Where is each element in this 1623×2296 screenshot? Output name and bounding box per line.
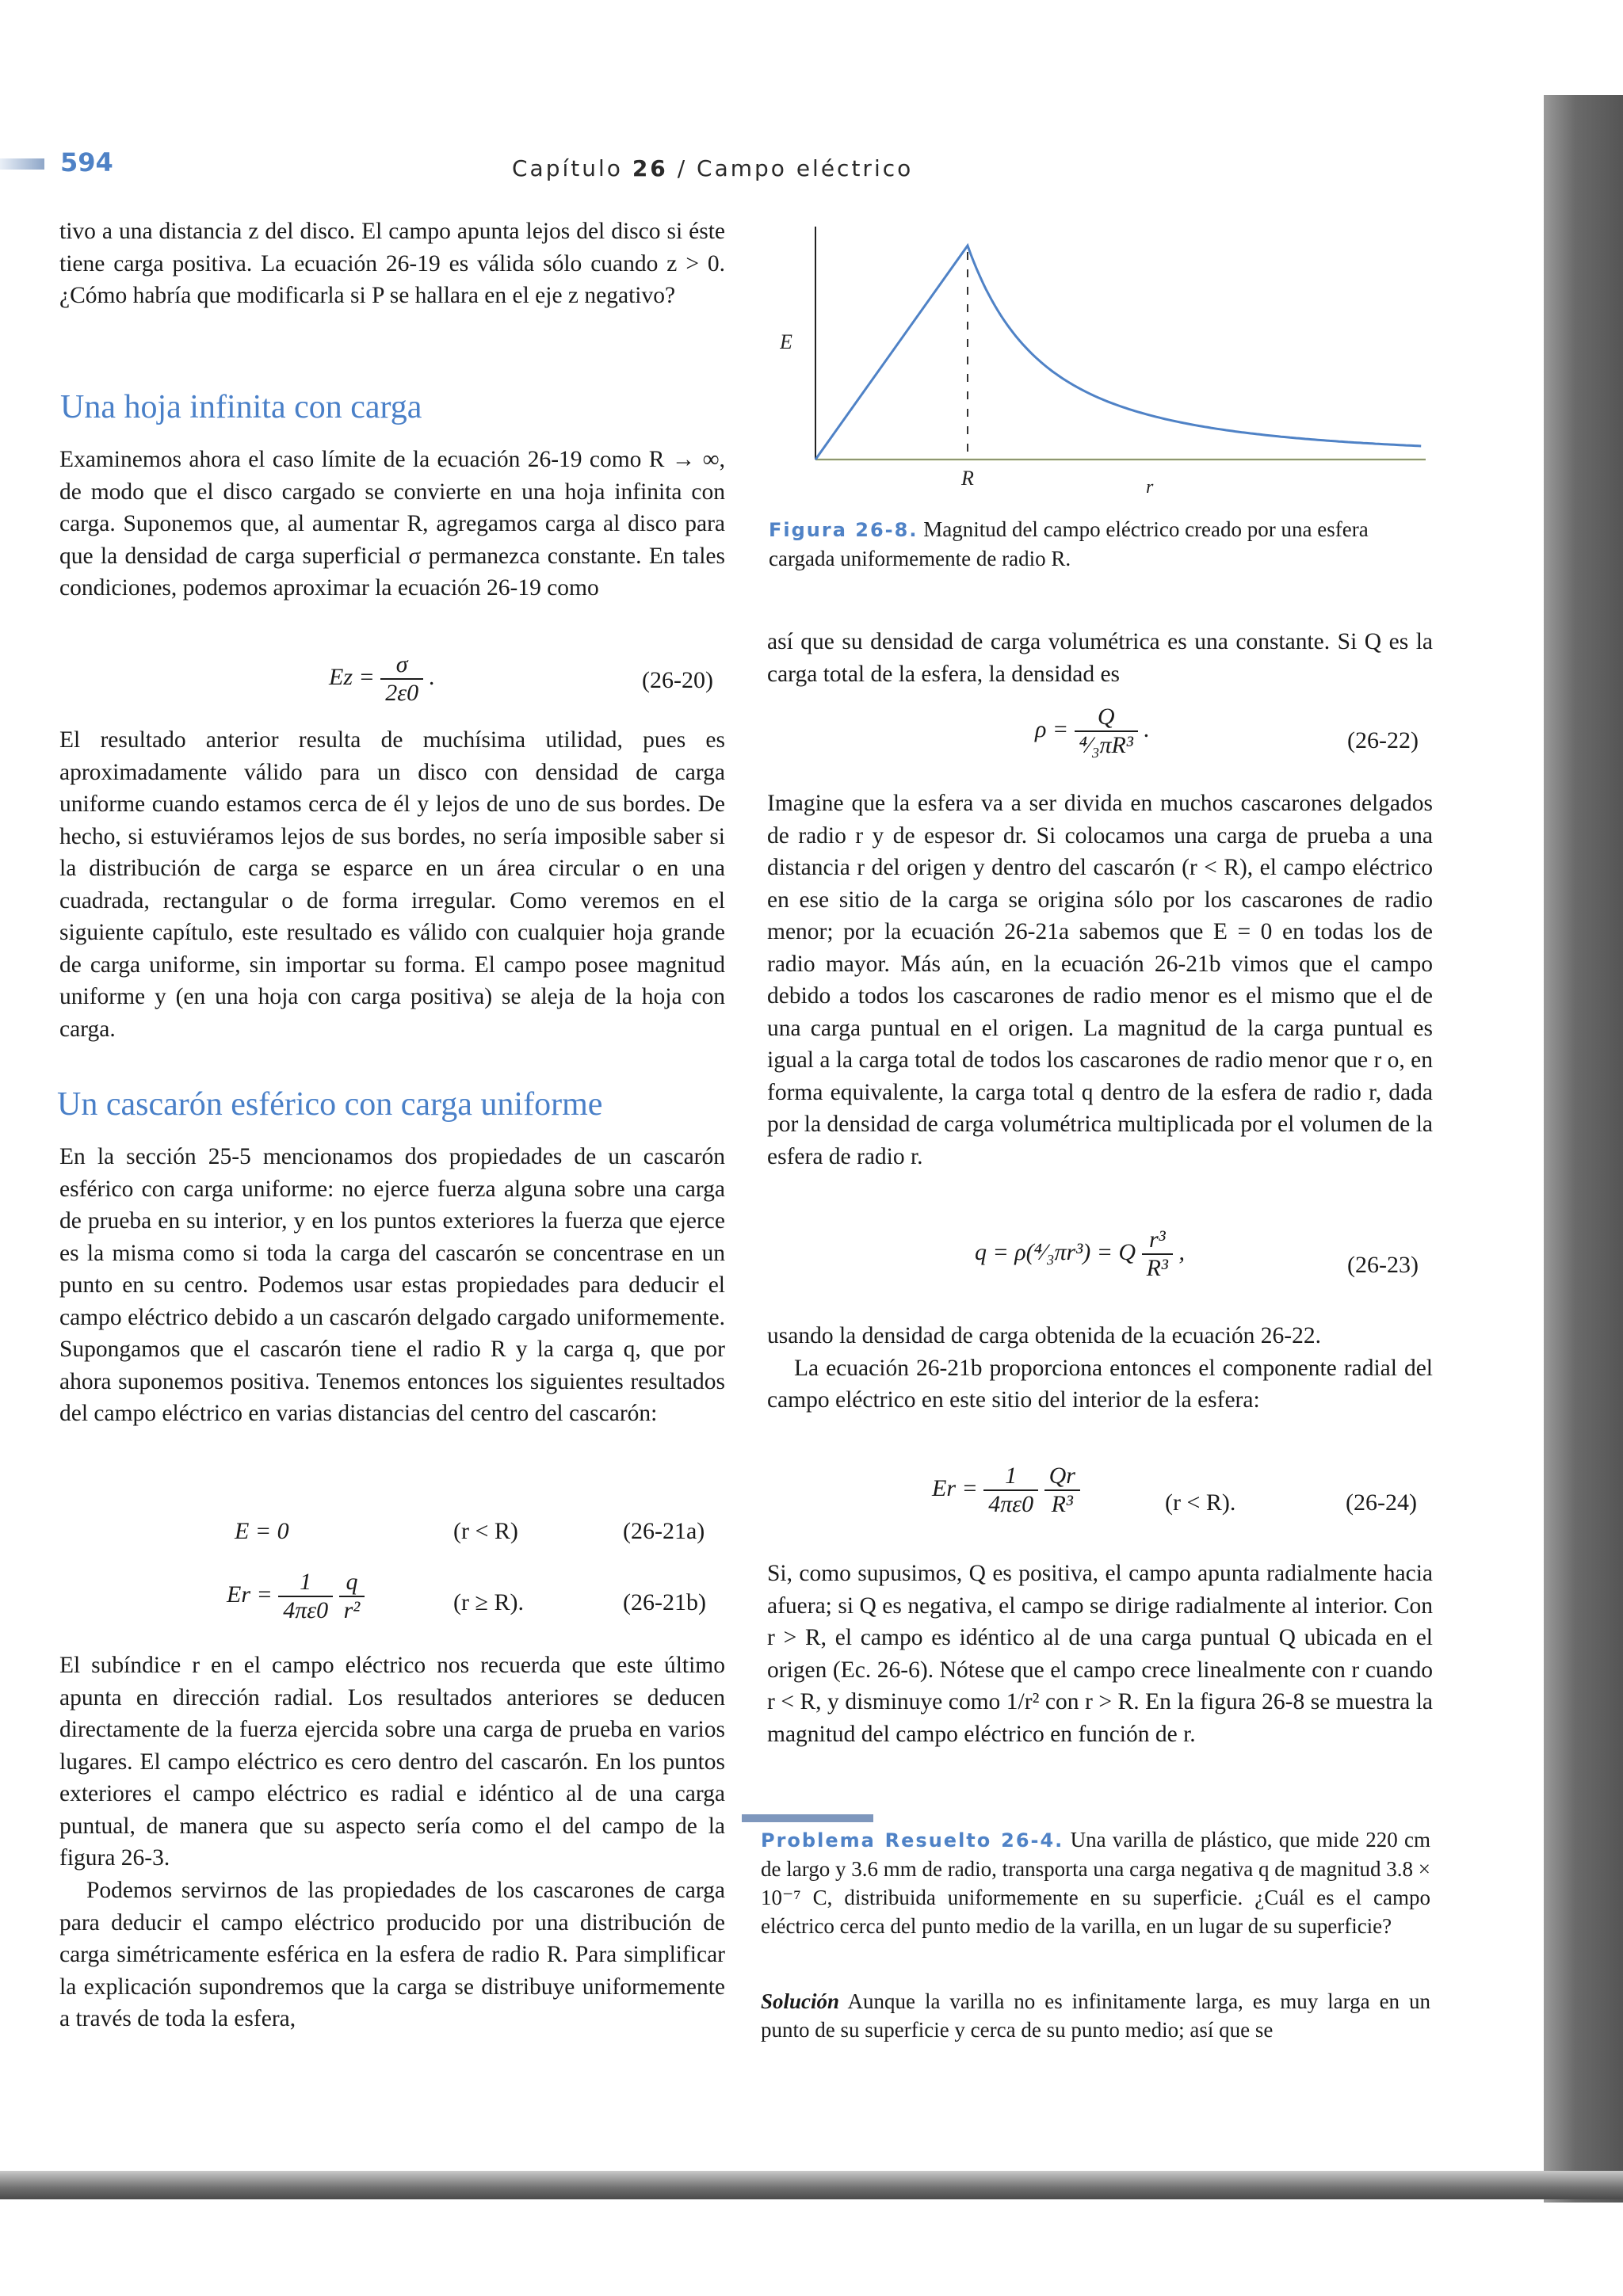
right-paragraph-5 xyxy=(767,1558,1433,1750)
eq-26-21a-lhs: E = 0 xyxy=(235,1518,289,1544)
eq-26-24-lhs: Er = xyxy=(932,1474,978,1501)
chapter-title: Campo eléctrico xyxy=(697,155,914,181)
section-heading-infinite-sheet: Una hoja infinita con carga xyxy=(60,389,422,425)
page-number: 594 xyxy=(60,147,113,177)
problem-text: Una varilla de plástico, que mide 220 cm de largo y 3.6 mm de radio, transporta una carga negativa q de magnitud 3.8 × 10⁻⁷ C, distribuida uniformemente en su superficie. ¿Cuál es el campo eléctrico cerca del punto medio de la varilla, en un lugar de su superficie? xyxy=(761,1828,1431,1938)
eq-26-22-fraction xyxy=(1075,704,1138,759)
eq-26-21b-den1: 4πε0 xyxy=(283,1597,329,1623)
r-tick-label: R xyxy=(961,467,974,490)
eq-number-26-21b: (26-21b) xyxy=(623,1589,706,1615)
solution-block xyxy=(761,1987,1430,2044)
y-axis-label: E xyxy=(780,330,792,353)
equation-26-24 xyxy=(932,1463,1080,1518)
header-accent-bar xyxy=(0,158,44,170)
volume-density-text: así que su densidad de carga volumétrica es una constante. Si Q es la carga total de la esfera, la densidad es xyxy=(767,629,1433,687)
equation-26-20 xyxy=(329,651,435,707)
sheet-result-text: El resultado anterior resulta de muchísima utilidad, pues es aproximadamente válido para un disco con densidad de carga uniforme cuando estamos cerca de él y lejos de uno de sus bordes. De hecho, si estuviéramos lejos de sus bordes, no sería imposible saber si la distribución de carga se esparce en un área circular o en una cuadrada, rectangular o de forma irregular. Como veremos en el siguiente capítulo, este resultado es válido con cualquier hoja grande de carga uniforme, sin importar su forma. El campo posee magnitud uniforme y (en una hoja con carga positiva) se aleja de la hoja con carga. xyxy=(59,727,725,1042)
left-paragraph-3 xyxy=(59,1141,725,1430)
eq-26-21b-num2: q xyxy=(339,1569,365,1597)
solved-problem-26-4 xyxy=(761,1825,1430,1940)
eq-26-24-num2: Qr xyxy=(1044,1463,1080,1491)
figure-caption-text: Magnitud del campo eléctrico creado por una esfera cargada uniformemente de radio R. xyxy=(769,517,1369,570)
solution-text: Aunque la varilla no es infinitamente larga, es muy larga en un punto de su superficie y cerca de su punto medio; así que se xyxy=(761,1989,1431,2042)
eq-26-20-den: 2ε0 xyxy=(385,680,419,706)
equation-26-22 xyxy=(1035,704,1150,759)
left-paragraph-2 xyxy=(59,724,725,1045)
eq-number-26-20: (26-20) xyxy=(642,667,713,693)
field-magnitude-curve xyxy=(815,246,1421,460)
eq-number-26-23: (26-23) xyxy=(1347,1252,1419,1278)
eq-26-21b-frac1 xyxy=(278,1569,333,1624)
page-edge-shadow xyxy=(1544,95,1623,2203)
radial-component-text: La ecuación 26-21b proporciona entonces el componente radial del campo eléctrico en este sitio del interior de la esfera: xyxy=(767,1355,1433,1413)
eq-number-26-21a: (26-21a) xyxy=(623,1518,705,1544)
chapter-word: Capítulo xyxy=(512,155,623,181)
eq-26-22-den: ⁴⁄₃πR³ xyxy=(1079,732,1133,758)
problem-label: Problema Resuelto 26-4. xyxy=(761,1829,1064,1852)
eq-26-23-num: r³ xyxy=(1142,1226,1173,1255)
right-paragraph-2 xyxy=(767,788,1433,1173)
eq-26-21b-lhs: Er = xyxy=(227,1581,273,1608)
page-bottom-shadow xyxy=(0,2171,1623,2199)
eq-26-24-frac1 xyxy=(983,1463,1038,1518)
left-paragraph-1 xyxy=(59,444,725,605)
subscript-explanation-text: El subíndice r en el campo eléctrico nos recuerda que este último apunta en dirección radial. Los resultados anteriores se deducen directamente de la fuerza ejercida sobre una carga de prueba en varios lugares. El campo eléctrico es cero dentro del cascarón. En los puntos exteriores el campo eléctrico es radial e idéntico al de una carga puntual, de manera que su aspecto sería como el del campo de la figura 26-3. xyxy=(59,1653,725,1871)
eq-26-20-num: σ xyxy=(380,651,423,680)
eq-26-22-lhs: ρ = xyxy=(1035,715,1069,742)
section-heading-spherical-shell: Un cascarón esférico con carga uniforme xyxy=(57,1086,603,1123)
eq-26-23-den: R³ xyxy=(1146,1255,1168,1281)
eq-26-21b-den2: r² xyxy=(343,1597,361,1623)
left-intro-paragraph xyxy=(59,215,725,312)
eq-26-22-tail: . xyxy=(1144,715,1150,742)
chapter-separator: / xyxy=(677,155,688,181)
running-head xyxy=(512,155,913,181)
x-axis-label: r xyxy=(1146,477,1154,498)
figure-caption-label: Figura 26-8. xyxy=(769,519,918,541)
eq-number-26-22: (26-22) xyxy=(1347,727,1419,753)
eq-26-21a-condition: (r < R) xyxy=(453,1518,518,1544)
eq-26-22-num: Q xyxy=(1075,704,1138,732)
problem-accent-bar xyxy=(742,1814,873,1822)
right-paragraph-3 xyxy=(767,1320,1433,1417)
shell-text: En la sección 25-5 mencionamos dos propiedades de un cascarón esférico con carga uniforme: no ejerce fuerza alguna sobre una carga de prueba en su interior, y en los puntos exteriores la fuerza que ejerce es la misma como si toda la carga del cascarón se concentrase en un punto en su centro. Podemos usar estas propiedades para deducir el campo eléctrico debido a un cascarón delgado cargado uniformemente. Supongamos que el cascarón tiene el radio R y la carga q, que por ahora suponemos positiva. Tenemos entonces los siguientes resultados del campo eléctrico en varias distancias del centro del cascarón: xyxy=(59,1144,725,1426)
eq-26-24-frac2 xyxy=(1044,1463,1080,1518)
left-paragraph-4 xyxy=(59,1650,725,1875)
eq-26-23-lhs: q = ρ(⁴⁄₃πr³) = Q xyxy=(975,1238,1136,1265)
sheet-text: Examinemos ahora el caso límite de la ecuación 26-19 como R → ∞, de modo que el disco cargado se convierte en una hoja infinita con carga. Suponemos que, al aumentar R, agregamos carga al disco para que la densidad de carga superficial σ permanezca constante. En tales condiciones, podemos aproximar la ecuación 26-19 como xyxy=(59,447,725,601)
left-paragraph-5 xyxy=(59,1875,725,2035)
eq-26-24-condition: (r < R). xyxy=(1165,1489,1236,1516)
eq-26-20-lhs: Ez = xyxy=(329,663,375,690)
eq-number-26-24: (26-24) xyxy=(1346,1489,1417,1516)
eq-26-20-fraction xyxy=(380,651,423,707)
chapter-number: 26 xyxy=(632,155,668,181)
right-paragraph-1 xyxy=(767,626,1433,690)
eq-26-21b-condition: (r ≥ R). xyxy=(453,1589,524,1615)
eq-26-21b-frac2 xyxy=(339,1569,365,1624)
equation-26-23 xyxy=(975,1226,1185,1282)
eq-26-21b-num1: 1 xyxy=(278,1569,333,1597)
field-direction-text: Si, como supusimos, Q es positiva, el campo apunta radialmente hacia afuera; si Q es negativa, el campo se dirige radialmente al interior. Con r > R, el campo es idéntico al de una carga puntual Q ubicada en el origen (Ec. 26-6). Nótese que el campo crece linealmente con r cuando r < R, y disminuye como 1/r² con r > R. En la figura 26-8 se muestra la magnitud del campo eléctrico en función de r. xyxy=(767,1561,1433,1747)
using-density-text: usando la densidad de carga obtenida de la ecuación 26-22. xyxy=(767,1323,1321,1348)
eq-26-23-fraction xyxy=(1142,1226,1173,1282)
eq-26-20-tail: . xyxy=(429,663,436,690)
thin-shells-text: Imagine que la esfera va a ser divida en muchos cascarones delgados de radio r y de espesor dr. Si colocamos una carga de prueba a una distancia r del origen y dentro del cascarón (r < R), el campo eléctrico en ese sitio de la carga se origina sólo por los cascarones de radio menor; por la ecuación 26-21a sabemos que E = 0 en todas los de radio mayor. Más aún, en la ecuación 26-21b vimos que el campo debido a todos los cascarones de radio menor es el mismo que el de una carga puntual en el origen. La magnitud de la carga puntual es igual a la carga total de todos los cascarones de radio menor que r o, en forma equivalente, la carga total q dentro de la esfera de radio r, dada por la densidad de carga volumétrica multiplicada por el volumen de la esfera de radio r. xyxy=(767,791,1433,1169)
figure-26-8-chart xyxy=(780,222,1430,499)
figure-caption xyxy=(769,515,1426,573)
eq-26-24-den2: R³ xyxy=(1051,1491,1073,1517)
eq-26-23-tail: , xyxy=(1178,1238,1185,1265)
solution-label: Solución xyxy=(761,1989,840,2013)
eq-26-24-den1: 4πε0 xyxy=(988,1491,1034,1517)
equation-26-21a xyxy=(235,1518,289,1545)
intro-text: tivo a una distancia z del disco. El campo apunta lejos del disco si éste tiene carga positiva. La ecuación 26-19 es válida sólo cuando z > 0. ¿Cómo habría que modificarla si P se hallara en el eje z negativo? xyxy=(59,219,725,308)
sphere-intro-text: Podemos servirnos de las propiedades de los cascarones de carga para deducir el campo eléctrico producido por una distribución de carga simétricamente esférica en la esfera de radio R. Para simplificar la explicación supondremos que la carga se distribuye uniformemente a través de toda la esfera, xyxy=(59,1878,725,2031)
equation-26-21b xyxy=(227,1569,365,1624)
eq-26-24-num1: 1 xyxy=(983,1463,1038,1491)
